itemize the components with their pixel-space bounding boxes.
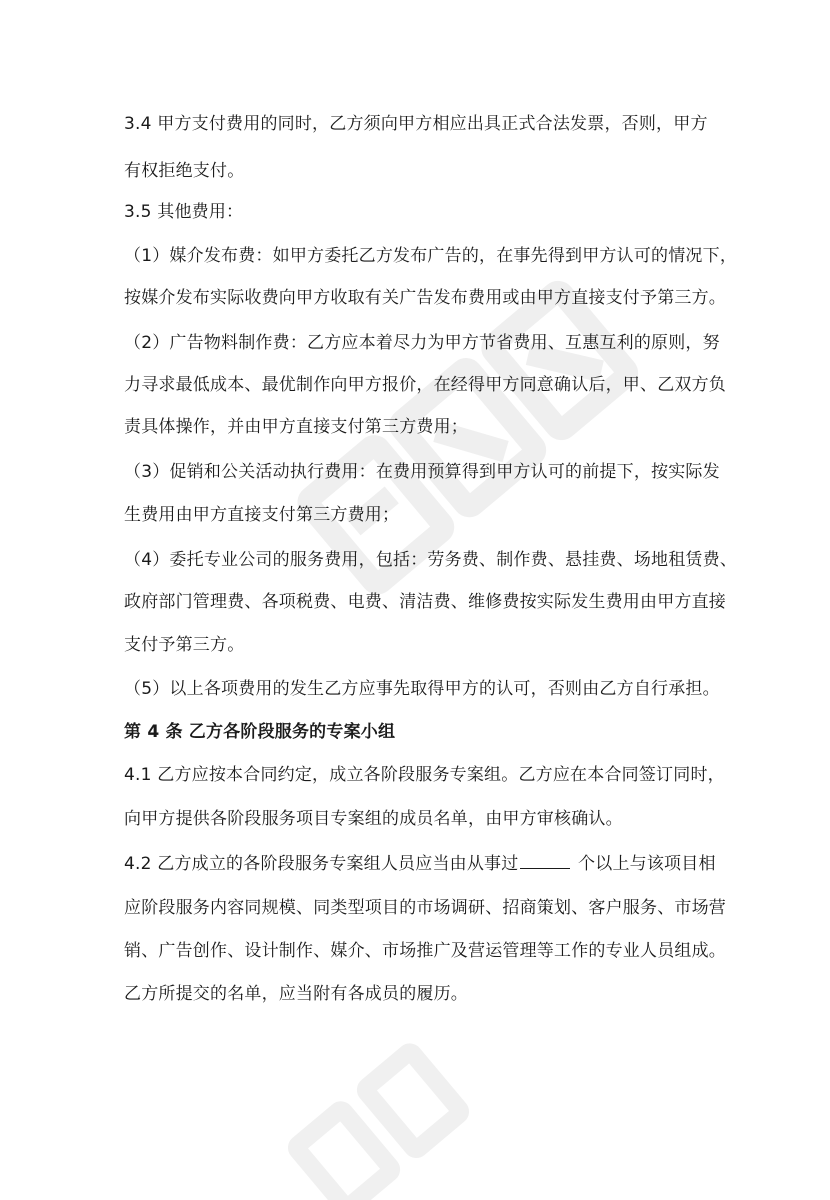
- text-line: 责具体操作，并由甲方直接支付第三方费用；: [124, 417, 468, 437]
- text-line: 向甲方提供各阶段服务项目专案组的成员名单，由甲方审核确认。: [124, 809, 623, 829]
- watermark-logo-bottom: [240, 1040, 540, 1200]
- text-fragment: 4.2 乙方成立的各阶段服务专案组人员应当由从事过: [124, 854, 519, 874]
- text-line: （3）促销和公关活动执行费用：在费用预算得到甲方认可的前提下，按实际发: [124, 462, 720, 482]
- text-line: 支付予第三方。: [124, 635, 245, 655]
- section-heading: 第 4 条 乙方各阶段服务的专案小组: [124, 722, 396, 742]
- fill-in-blank: [520, 852, 570, 869]
- text-line: （5）以上各项费用的发生乙方应事先取得甲方的认可，否则由乙方自行承担。: [124, 679, 720, 699]
- text-line: 生费用由甲方直接支付第三方费用；: [124, 505, 400, 525]
- text-line: （4）委托专业公司的服务费用，包括：劳务费、制作费、悬挂费、场地租赁费、: [124, 550, 738, 570]
- text-line: 销、广告创作、设计制作、媒介、市场推广及营运管理等工作的专业人员组成。: [124, 941, 726, 961]
- text-line: 按媒介发布实际收费向甲方收取有关广告发布费用或由甲方直接支付予第三方。: [124, 288, 726, 308]
- text-line: 有权拒绝支付。: [124, 161, 245, 181]
- text-line: 乙方所提交的名单，应当附有各成员的履历。: [124, 984, 468, 1004]
- text-fragment: 个以上与该项目相: [572, 854, 716, 874]
- text-line: 应阶段服务内容同规模、同类型项目的市场调研、招商策划、客户服务、市场营: [124, 898, 726, 918]
- text-line: （1）媒介发布费：如甲方委托乙方发布广告的，在事先得到甲方认可的情况下，: [124, 246, 738, 266]
- text-line: 3.5 其他费用：: [124, 202, 244, 222]
- text-line-with-blank: [124, 852, 716, 875]
- text-line: 力寻求最低成本、最优制作向甲方报价，在经得甲方同意确认后，甲、乙双方负: [124, 375, 726, 395]
- text-line: 4.1 乙方应按本合同约定，成立各阶段服务专案组。乙方应在本合同签订同时，: [124, 765, 725, 785]
- text-line: 政府部门管理费、各项税费、电费、清洁费、维修费按实际发生费用由甲方直接: [124, 592, 726, 612]
- text-line: 3.4 甲方支付费用的同时，乙方须向甲方相应出具正式合法发票，否则，甲方: [124, 114, 708, 134]
- text-line: （2）广告物料制作费：乙方应本着尽力为甲方节省费用、互惠互利的原则，努: [124, 333, 720, 353]
